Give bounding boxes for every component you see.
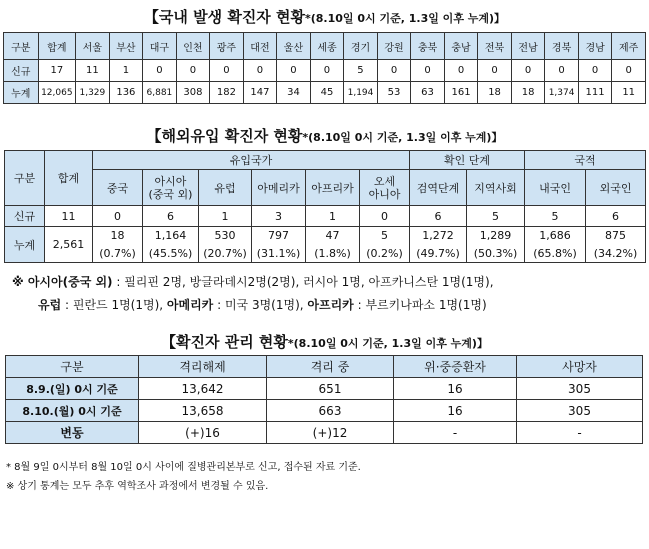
overseas-pct: (20.7%) <box>199 245 252 263</box>
domestic-header: 경남 <box>578 33 612 60</box>
management-row-label: 8.9.(일) 0시 기준 <box>6 378 139 400</box>
overseas-header-inflow: 유입국가 <box>93 151 410 170</box>
management-row-label: 변동 <box>6 422 139 444</box>
domestic-cell: 1,329 <box>76 82 110 104</box>
domestic-header: 세종 <box>310 33 344 60</box>
detail-text-africa: : 부르키나파소 1명(1명) <box>353 298 487 312</box>
management-cell: - <box>394 422 517 444</box>
management-row <box>6 422 643 444</box>
overseas-cell: 5 <box>360 227 410 245</box>
management-row-label: 8.10.(월) 0시 기준 <box>6 400 139 422</box>
management-cell: - <box>517 422 643 444</box>
domestic-cell: 53 <box>377 82 411 104</box>
domestic-header: 서울 <box>76 33 110 60</box>
domestic-cell: 111 <box>578 82 612 104</box>
domestic-cell: 0 <box>143 60 177 82</box>
overseas-subheader: 검역단계 <box>410 170 467 206</box>
overseas-subheader: 내국인 <box>525 170 586 206</box>
domestic-cell: 0 <box>176 60 210 82</box>
overseas-cell: 3 <box>252 206 306 227</box>
overseas-cell: 1 <box>306 206 360 227</box>
management-header: 구분 <box>6 356 139 378</box>
domestic-cell: 6,881 <box>143 82 177 104</box>
overseas-header-category: 구분 <box>5 151 45 206</box>
domestic-cell: 0 <box>243 60 277 82</box>
overseas-cell: 1 <box>199 206 252 227</box>
domestic-header-row <box>4 33 646 60</box>
management-cell: 651 <box>267 378 394 400</box>
overseas-subheader: 아시아 (중국 외) <box>143 170 199 206</box>
overseas-header-nationality: 국적 <box>525 151 646 170</box>
domestic-title <box>0 6 649 27</box>
domestic-cell: 0 <box>444 60 478 82</box>
overseas-cell: 18 <box>93 227 143 245</box>
overseas-cell: 1,289 <box>467 227 525 245</box>
overseas-cell: 1,272 <box>410 227 467 245</box>
domestic-header: 부산 <box>109 33 143 60</box>
overseas-cell: 797 <box>252 227 306 245</box>
overseas-pct: (1.8%) <box>306 245 360 263</box>
domestic-row-label: 누계 <box>4 82 39 104</box>
management-title <box>0 331 649 352</box>
domestic-header: 광주 <box>210 33 244 60</box>
overseas-subheader: 아메리카 <box>252 170 306 206</box>
domestic-cell: 18 <box>511 82 545 104</box>
detail-key-africa: 아프리카 <box>307 298 354 312</box>
footnote-2: ※ 상기 통계는 모두 추후 역학조사 과정에서 변경될 수 있음. <box>6 481 269 492</box>
overseas-table <box>4 150 646 263</box>
domestic-cell: 34 <box>277 82 311 104</box>
overseas-subheader: 외국인 <box>586 170 646 206</box>
domestic-header: 전남 <box>511 33 545 60</box>
management-cell: 663 <box>267 400 394 422</box>
overseas-row-label: 신규 <box>5 206 45 227</box>
domestic-cell: 1,374 <box>545 82 579 104</box>
overseas-cell: 6 <box>586 206 646 227</box>
overseas-cell: 5 <box>467 206 525 227</box>
footnote-1: * 8월 9일 0시부터 8월 10일 0시 사이에 질병관리본부로 신고, 접수된 자료 기준. <box>6 462 361 473</box>
overseas-subheader: 아프리카 <box>306 170 360 206</box>
overseas-title <box>0 125 649 146</box>
domestic-cell: 0 <box>411 60 445 82</box>
overseas-pct: (0.2%) <box>360 245 410 263</box>
domestic-header: 경기 <box>344 33 378 60</box>
management-table <box>5 355 643 444</box>
management-cell: 13,642 <box>139 378 267 400</box>
overseas-cell: 47 <box>306 227 360 245</box>
management-row <box>6 378 643 400</box>
overseas-title-main: 【해외유입 확진자 현황 <box>146 127 303 145</box>
domestic-cell: 18 <box>478 82 512 104</box>
domestic-header: 대구 <box>143 33 177 60</box>
overseas-header-confirm: 확인 단계 <box>410 151 525 170</box>
domestic-header: 대전 <box>243 33 277 60</box>
detail-line-2 <box>38 296 487 313</box>
domestic-cell: 136 <box>109 82 143 104</box>
domestic-cell: 12,065 <box>38 82 76 104</box>
overseas-header-row-2 <box>5 170 646 206</box>
detail-key-america: 아메리카 <box>166 298 214 312</box>
overseas-cell: 2,561 <box>45 227 93 263</box>
domestic-cell: 1,194 <box>344 82 378 104</box>
domestic-row-cumulative <box>4 82 646 104</box>
overseas-header-row-1 <box>5 151 646 170</box>
detail-key-europe: 유럽 <box>38 298 62 312</box>
management-cell: 16 <box>394 378 517 400</box>
management-row <box>6 400 643 422</box>
overseas-cell: 530 <box>199 227 252 245</box>
management-title-sub: *(8.10일 0시 기준, 1.3일 이후 누계)】 <box>287 337 488 350</box>
overseas-subheader: 오세 아니아 <box>360 170 410 206</box>
domestic-cell: 17 <box>38 60 76 82</box>
overseas-cell: 875 <box>586 227 646 245</box>
overseas-cell: 5 <box>525 206 586 227</box>
overseas-cell: 6 <box>410 206 467 227</box>
management-cell: 305 <box>517 400 643 422</box>
overseas-cell: 11 <box>45 206 93 227</box>
domestic-cell: 0 <box>377 60 411 82</box>
overseas-pct: (31.1%) <box>252 245 306 263</box>
management-header: 사망자 <box>517 356 643 378</box>
domestic-header: 충남 <box>444 33 478 60</box>
overseas-subheader: 유럽 <box>199 170 252 206</box>
domestic-cell: 1 <box>109 60 143 82</box>
domestic-cell: 0 <box>511 60 545 82</box>
management-header-row <box>6 356 643 378</box>
domestic-cell: 0 <box>578 60 612 82</box>
domestic-row-new <box>4 60 646 82</box>
domestic-header: 합계 <box>38 33 76 60</box>
domestic-cell: 147 <box>243 82 277 104</box>
management-cell: (+)16 <box>139 422 267 444</box>
management-header: 위·중증환자 <box>394 356 517 378</box>
domestic-cell: 0 <box>478 60 512 82</box>
domestic-header: 경북 <box>545 33 579 60</box>
domestic-cell: 63 <box>411 82 445 104</box>
detail-text-europe: : 핀란드 1명(1명), <box>61 298 167 312</box>
domestic-cell: 308 <box>176 82 210 104</box>
management-cell: 16 <box>394 400 517 422</box>
domestic-header: 울산 <box>277 33 311 60</box>
domestic-header: 구분 <box>4 33 39 60</box>
overseas-pct: (65.8%) <box>525 245 586 263</box>
domestic-header: 충북 <box>411 33 445 60</box>
domestic-header: 인천 <box>176 33 210 60</box>
domestic-cell: 5 <box>344 60 378 82</box>
overseas-cell: 0 <box>93 206 143 227</box>
domestic-header: 강원 <box>377 33 411 60</box>
domestic-cell: 0 <box>545 60 579 82</box>
overseas-row-percent <box>5 245 646 263</box>
overseas-subheader: 중국 <box>93 170 143 206</box>
management-cell: 305 <box>517 378 643 400</box>
domestic-table <box>3 32 646 104</box>
overseas-cell: 1,164 <box>143 227 199 245</box>
domestic-cell: 0 <box>277 60 311 82</box>
overseas-pct: (50.3%) <box>467 245 525 263</box>
detail-prefix: ※ <box>12 275 28 289</box>
overseas-row-new <box>5 206 646 227</box>
domestic-cell: 11 <box>76 60 110 82</box>
overseas-cell: 1,686 <box>525 227 586 245</box>
management-cell: 13,658 <box>139 400 267 422</box>
domestic-title-main: 【국내 발생 확진자 현황 <box>143 8 305 26</box>
domestic-header: 제주 <box>612 33 646 60</box>
overseas-pct: (0.7%) <box>93 245 143 263</box>
detail-key-asia: 아시아(중국 외) <box>27 275 113 289</box>
overseas-title-sub: *(8.10일 0시 기준, 1.3일 이후 누계)】 <box>302 131 503 144</box>
detail-text-america: : 미국 3명(1명), <box>213 298 308 312</box>
domestic-cell: 0 <box>210 60 244 82</box>
domestic-row-label: 신규 <box>4 60 39 82</box>
domestic-title-sub: *(8.10일 0시 기준, 1.3일 이후 누계)】 <box>305 12 506 25</box>
overseas-pct: (45.5%) <box>143 245 199 263</box>
management-cell: (+)12 <box>267 422 394 444</box>
overseas-row-label: 누계 <box>5 227 45 263</box>
management-title-main: 【확진자 관리 현황 <box>161 333 288 351</box>
domestic-cell: 182 <box>210 82 244 104</box>
overseas-cell: 0 <box>360 206 410 227</box>
domestic-cell: 161 <box>444 82 478 104</box>
domestic-cell: 11 <box>612 82 646 104</box>
overseas-subheader: 지역사회 <box>467 170 525 206</box>
overseas-cell: 6 <box>143 206 199 227</box>
detail-text-asia: : 필리핀 2명, 방글라데시2명(2명), 러시아 1명, 아프카니스탄 1명(1명), <box>112 275 494 289</box>
domestic-cell: 0 <box>310 60 344 82</box>
overseas-header-total: 합계 <box>45 151 93 206</box>
domestic-cell: 45 <box>310 82 344 104</box>
domestic-cell: 0 <box>612 60 646 82</box>
domestic-header: 전북 <box>478 33 512 60</box>
overseas-row-cumulative <box>5 227 646 245</box>
management-header: 격리해제 <box>139 356 267 378</box>
management-header: 격리 중 <box>267 356 394 378</box>
detail-line-1 <box>12 273 494 290</box>
overseas-pct: (49.7%) <box>410 245 467 263</box>
overseas-pct: (34.2%) <box>586 245 646 263</box>
